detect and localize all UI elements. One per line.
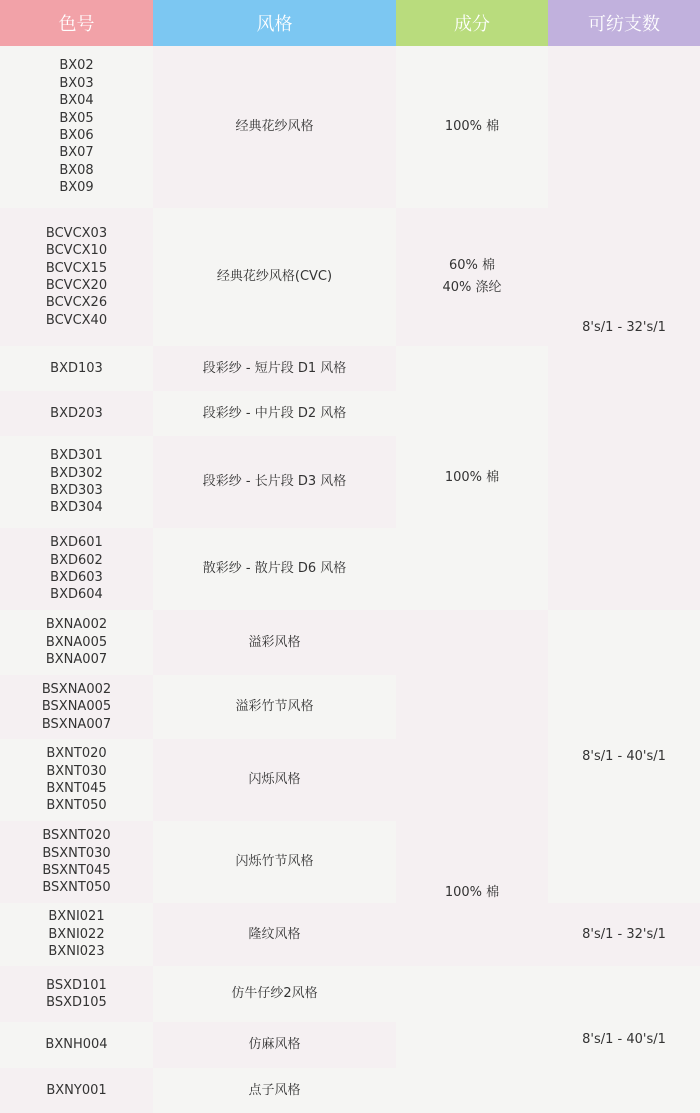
composition-cell	[396, 346, 548, 610]
style-cell: 段彩纱 - 长片段 D3 风格	[153, 436, 396, 528]
color-code: BXNH004	[45, 1037, 108, 1053]
color-code: BXNI023	[48, 944, 105, 960]
composition-line: 40% 涤纶	[442, 280, 502, 295]
composition-cell	[396, 46, 548, 208]
color-code: BCVCX03	[45, 225, 108, 241]
composition-line: 100% 棉	[444, 885, 500, 901]
color-code: BXNT030	[46, 763, 107, 779]
table-row	[0, 966, 700, 1022]
style-cell: 散彩纱 - 散片段 D6 风格	[153, 528, 396, 610]
color-code: BXD302	[50, 465, 103, 481]
composition-line: 100% 棉	[444, 470, 500, 486]
color-code: BXNT020	[46, 746, 107, 762]
color-codes-cell	[0, 528, 153, 610]
color-code: BX04	[59, 93, 94, 109]
style-cell: 仿牛仔纱2风格	[153, 966, 396, 1022]
color-code: BXNA007	[45, 652, 108, 668]
style-cell: 段彩纱 - 中片段 D2 风格	[153, 391, 396, 436]
color-code: BXD602	[50, 552, 103, 568]
style-cell: 点子风格	[153, 1068, 396, 1113]
color-code: BSXNT045	[42, 863, 111, 878]
color-code: BSXNA007	[41, 716, 112, 732]
header-yarn-count: 可纺支数	[548, 0, 700, 46]
style-cell: 溢彩竹节风格	[153, 675, 396, 739]
color-code: BXD304	[50, 500, 103, 516]
color-codes-cell	[0, 966, 153, 1022]
style-cell: 溢彩风格	[153, 610, 396, 675]
color-codes-cell	[0, 391, 153, 436]
color-code: BSXD105	[46, 995, 107, 1010]
color-code: BSXD101	[46, 977, 107, 993]
color-code: BX05	[59, 110, 94, 126]
color-code: BXNY001	[46, 1082, 107, 1098]
color-codes-cell	[0, 610, 153, 675]
table-row	[0, 903, 700, 966]
style-cell: 经典花纱风格	[153, 46, 396, 208]
composition-cell	[396, 610, 548, 966]
composition-line: 100% 棉	[444, 119, 500, 135]
composition-cell	[396, 966, 548, 1113]
color-code: BSXNT030	[42, 845, 111, 861]
yarn-count-cell: 8's/1 - 40's/1	[548, 966, 700, 1113]
color-code: BSXNA002	[41, 681, 112, 697]
color-code: BCVCX15	[45, 260, 108, 276]
style-cell: 经典花纱风格(CVC)	[153, 208, 396, 346]
color-code: BX08	[59, 162, 94, 178]
color-code: BXNA002	[45, 617, 108, 633]
color-code: BXD601	[50, 535, 103, 551]
style-cell: 闪烁风格	[153, 739, 396, 821]
color-code: BCVCX26	[45, 295, 108, 311]
color-code: BCVCX40	[45, 312, 108, 328]
yarn-count-cell: 8's/1 - 32's/1	[548, 903, 700, 966]
style-cell: 仿麻风格	[153, 1022, 396, 1068]
yarn-count-cell: 8's/1 - 32's/1	[548, 46, 700, 610]
color-code: BX09	[59, 180, 94, 196]
color-code: BSXNT020	[42, 828, 111, 844]
color-code: BXNI021	[48, 909, 105, 925]
color-codes-cell	[0, 903, 153, 966]
color-codes-cell	[0, 739, 153, 821]
yarn-count-cell: 8's/1 - 40's/1	[548, 610, 700, 903]
color-codes-cell	[0, 1022, 153, 1068]
color-code: BXD301	[50, 448, 103, 464]
style-cell: 段彩纱 - 短片段 D1 风格	[153, 346, 396, 391]
color-code: BSXNA005	[41, 699, 112, 715]
color-code: BX02	[59, 58, 94, 74]
color-code: BXD203	[50, 405, 103, 421]
color-codes-cell	[0, 46, 153, 208]
color-code: BXD603	[50, 570, 103, 585]
header-composition: 成分	[396, 0, 548, 46]
table-row	[0, 46, 700, 208]
color-code: BXNA005	[45, 634, 108, 650]
header-style: 风格	[153, 0, 396, 46]
color-codes-cell	[0, 346, 153, 391]
style-cell: 闪烁竹节风格	[153, 821, 396, 903]
color-code: BXD303	[50, 483, 103, 498]
color-codes-cell	[0, 1068, 153, 1113]
color-code: BXNT050	[46, 798, 107, 814]
color-code: BSXNT050	[42, 880, 111, 896]
header-row	[0, 0, 700, 46]
composition-cell	[396, 208, 548, 346]
color-code: BXD604	[50, 587, 103, 603]
color-code: BXNI022	[48, 926, 105, 942]
color-code: BX07	[59, 145, 94, 161]
color-code: BX06	[59, 128, 94, 143]
color-code: BCVCX20	[45, 278, 108, 293]
table-row	[0, 610, 700, 675]
color-code: BXNT045	[46, 781, 107, 796]
color-codes-cell	[0, 436, 153, 528]
composition-line: 60% 棉	[448, 258, 496, 273]
color-codes-cell	[0, 675, 153, 739]
color-code: BCVCX10	[45, 243, 108, 259]
color-code: BXD103	[50, 360, 103, 376]
style-cell: 隆纹风格	[153, 903, 396, 966]
color-codes-cell	[0, 821, 153, 903]
color-code: BX03	[59, 75, 94, 91]
header-color-code: 色号	[0, 0, 153, 46]
color-codes-cell	[0, 208, 153, 346]
